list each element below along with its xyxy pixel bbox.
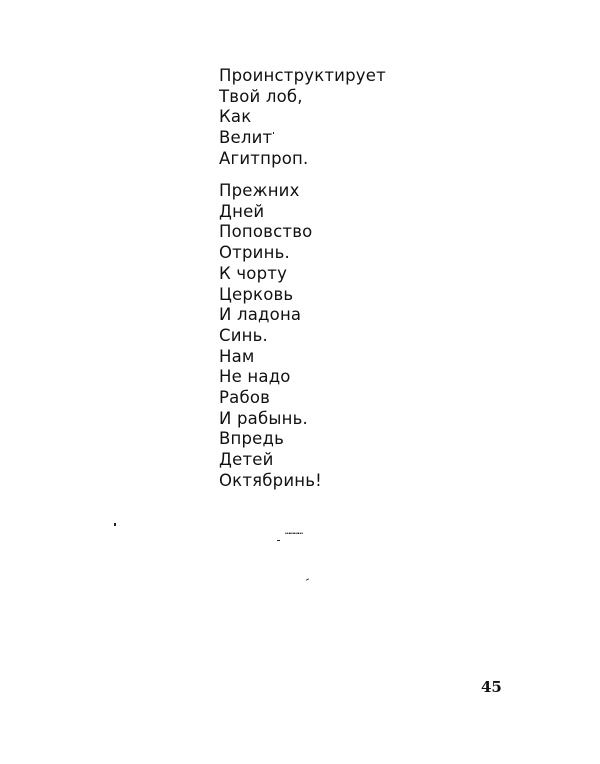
poem-stanza-2 bbox=[219, 181, 322, 492]
poem-line: Отринь. bbox=[219, 243, 290, 263]
print-speck bbox=[273, 132, 274, 134]
dotted-rule: ………… bbox=[285, 527, 302, 537]
poem-line: Велит bbox=[219, 128, 273, 148]
poem-line: Синь. bbox=[219, 325, 269, 345]
poem-line: Поповство bbox=[219, 222, 313, 242]
poem-line: Церковь bbox=[219, 284, 294, 304]
poem-line: Дней bbox=[219, 201, 265, 221]
print-speck bbox=[306, 578, 309, 580]
poem-line: Проинструктирует bbox=[219, 66, 386, 85]
poem-line: Не надо bbox=[219, 367, 291, 387]
poem-line: Твой лоб, bbox=[219, 86, 303, 106]
poem-line: Нам bbox=[219, 346, 255, 366]
poem-line: Октябринь! bbox=[219, 470, 322, 490]
poem-line: К чорту bbox=[219, 263, 288, 283]
poem-line: Как bbox=[219, 107, 252, 127]
poem-line: Детей bbox=[219, 450, 274, 470]
print-speck bbox=[277, 540, 280, 541]
page-number: 45 bbox=[481, 678, 502, 696]
print-speck bbox=[114, 523, 116, 526]
poem-line: Рабов bbox=[219, 388, 271, 408]
poem-line: Агитпроп. bbox=[219, 148, 309, 168]
poem-line: Впредь bbox=[219, 429, 285, 449]
poem-line: И ладона bbox=[219, 305, 302, 325]
poem-line: Прежних bbox=[219, 181, 300, 200]
poem-stanza-1 bbox=[219, 66, 386, 170]
poem-line: И рабынь. bbox=[219, 408, 308, 428]
